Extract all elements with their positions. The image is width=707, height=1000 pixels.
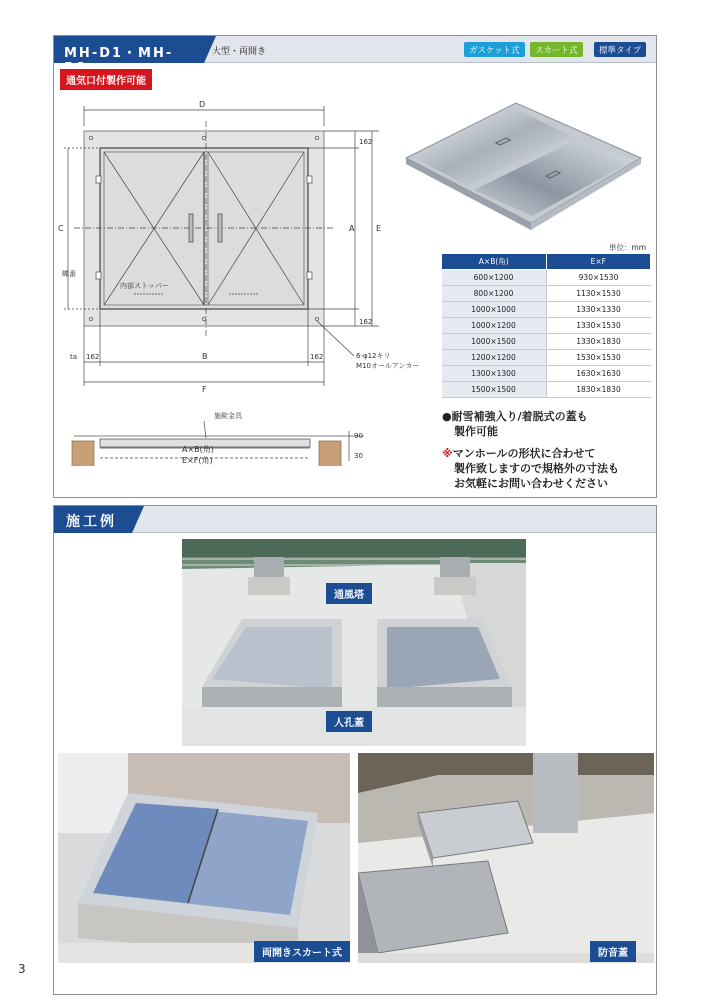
dim-e-label: E <box>376 224 382 233</box>
hinge-label: 蝶番 <box>62 270 76 278</box>
section-30-label: 30 <box>354 452 363 460</box>
note-text: マンホールの形状に合わせて <box>452 447 596 460</box>
model-title: MH-D1・MH- <box>54 36 204 63</box>
note-text: 製作致しますので規格外の寸法も <box>454 462 619 475</box>
section-header <box>54 36 656 63</box>
dim-162-bottom: 162 <box>359 318 373 326</box>
cell-axb: 1000×1200 <box>442 318 547 334</box>
cell-exf: 1130×1530 <box>546 286 651 302</box>
model-subtitle: 大型・両開き <box>212 47 267 57</box>
product-3d-image <box>396 98 646 233</box>
dim-b-label: B <box>202 352 208 361</box>
section-90-label: 90 <box>354 432 363 440</box>
cell-exf: 1830×1830 <box>546 382 651 398</box>
section-exf-label: E×F(角) <box>182 456 213 465</box>
cell-exf: 1330×1330 <box>546 302 651 318</box>
table-row <box>442 350 651 366</box>
table-row <box>442 270 651 286</box>
anchor-label: M10オールアンカー <box>356 362 420 370</box>
installation-section <box>53 505 657 995</box>
cell-exf: 1330×1530 <box>546 318 651 334</box>
header-axb: A×B(角) <box>442 254 547 270</box>
dim-162-left: 162 <box>86 353 100 361</box>
table-row <box>442 382 651 398</box>
note-text: お気軽にお問い合わせください <box>454 477 608 490</box>
note-text: 製作可能 <box>454 425 498 438</box>
photo-roof-installation <box>182 539 526 746</box>
cell-exf: 1630×1630 <box>546 366 651 382</box>
table-row <box>442 366 651 382</box>
cell-axb: 1500×1500 <box>442 382 547 398</box>
cell-axb: 1200×1200 <box>442 350 547 366</box>
vent-available-label: 通気口付製作可能 <box>60 69 152 90</box>
table-row <box>442 334 651 350</box>
photo-soundproof <box>358 753 654 963</box>
caption-vent-tower: 通風塔 <box>326 583 372 604</box>
header-exf: E×F <box>546 254 651 270</box>
tag-standard: 標準タイプ <box>594 42 646 57</box>
table-row <box>442 318 651 334</box>
cell-axb: 600×1200 <box>442 270 547 286</box>
dim-d-label: D <box>199 100 206 109</box>
photo-skirt-type <box>58 753 350 963</box>
dim-f-label: F <box>202 385 207 394</box>
caption-soundproof: 防音蓋 <box>590 941 636 962</box>
tag-skirt: スカート式 <box>530 42 583 57</box>
size-table <box>441 253 651 398</box>
table-row <box>442 302 651 318</box>
stopper-label: 内部ストッパー <box>120 282 169 290</box>
note-custom-size <box>442 446 619 491</box>
cell-axb: 1000×1500 <box>442 334 547 350</box>
asterisk-mark: ※ <box>442 447 453 460</box>
product-section <box>53 35 657 498</box>
caption-skirt-type: 両開きスカート式 <box>254 941 350 962</box>
technical-drawing <box>54 96 434 466</box>
caption-manhole: 人孔蓋 <box>326 711 372 732</box>
cell-exf: 1330×1830 <box>546 334 651 350</box>
tag-gasket: ガスケット式 <box>464 42 525 57</box>
section-axb-label: A×B(角) <box>182 445 214 454</box>
cell-axb: 800×1200 <box>442 286 547 302</box>
holes-label: 6-φ12キリ <box>356 352 391 360</box>
dim-ta-left: ta <box>70 353 78 361</box>
bullet-mark: ● <box>442 410 452 423</box>
lock-label: 施錠金具 <box>214 412 242 420</box>
section-title: 施工例 <box>54 506 132 533</box>
cell-axb: 1300×1300 <box>442 366 547 382</box>
dim-a-label: A <box>349 224 355 233</box>
note-snow-reinforcement <box>442 409 588 439</box>
dim-c-label: C <box>58 224 64 233</box>
cell-exf: 1530×1530 <box>546 350 651 366</box>
section-header <box>54 506 656 533</box>
table-row <box>442 286 651 302</box>
page-number: 3 <box>18 962 26 976</box>
dim-162-top: 162 <box>359 138 373 146</box>
dim-162-right: 162 <box>310 353 324 361</box>
cell-axb: 1000×1000 <box>442 302 547 318</box>
cell-exf: 930×1530 <box>546 270 651 286</box>
note-text: 耐雪補強入り/着脱式の蓋も <box>451 410 588 423</box>
unit-label: 単位：mm <box>609 243 647 252</box>
